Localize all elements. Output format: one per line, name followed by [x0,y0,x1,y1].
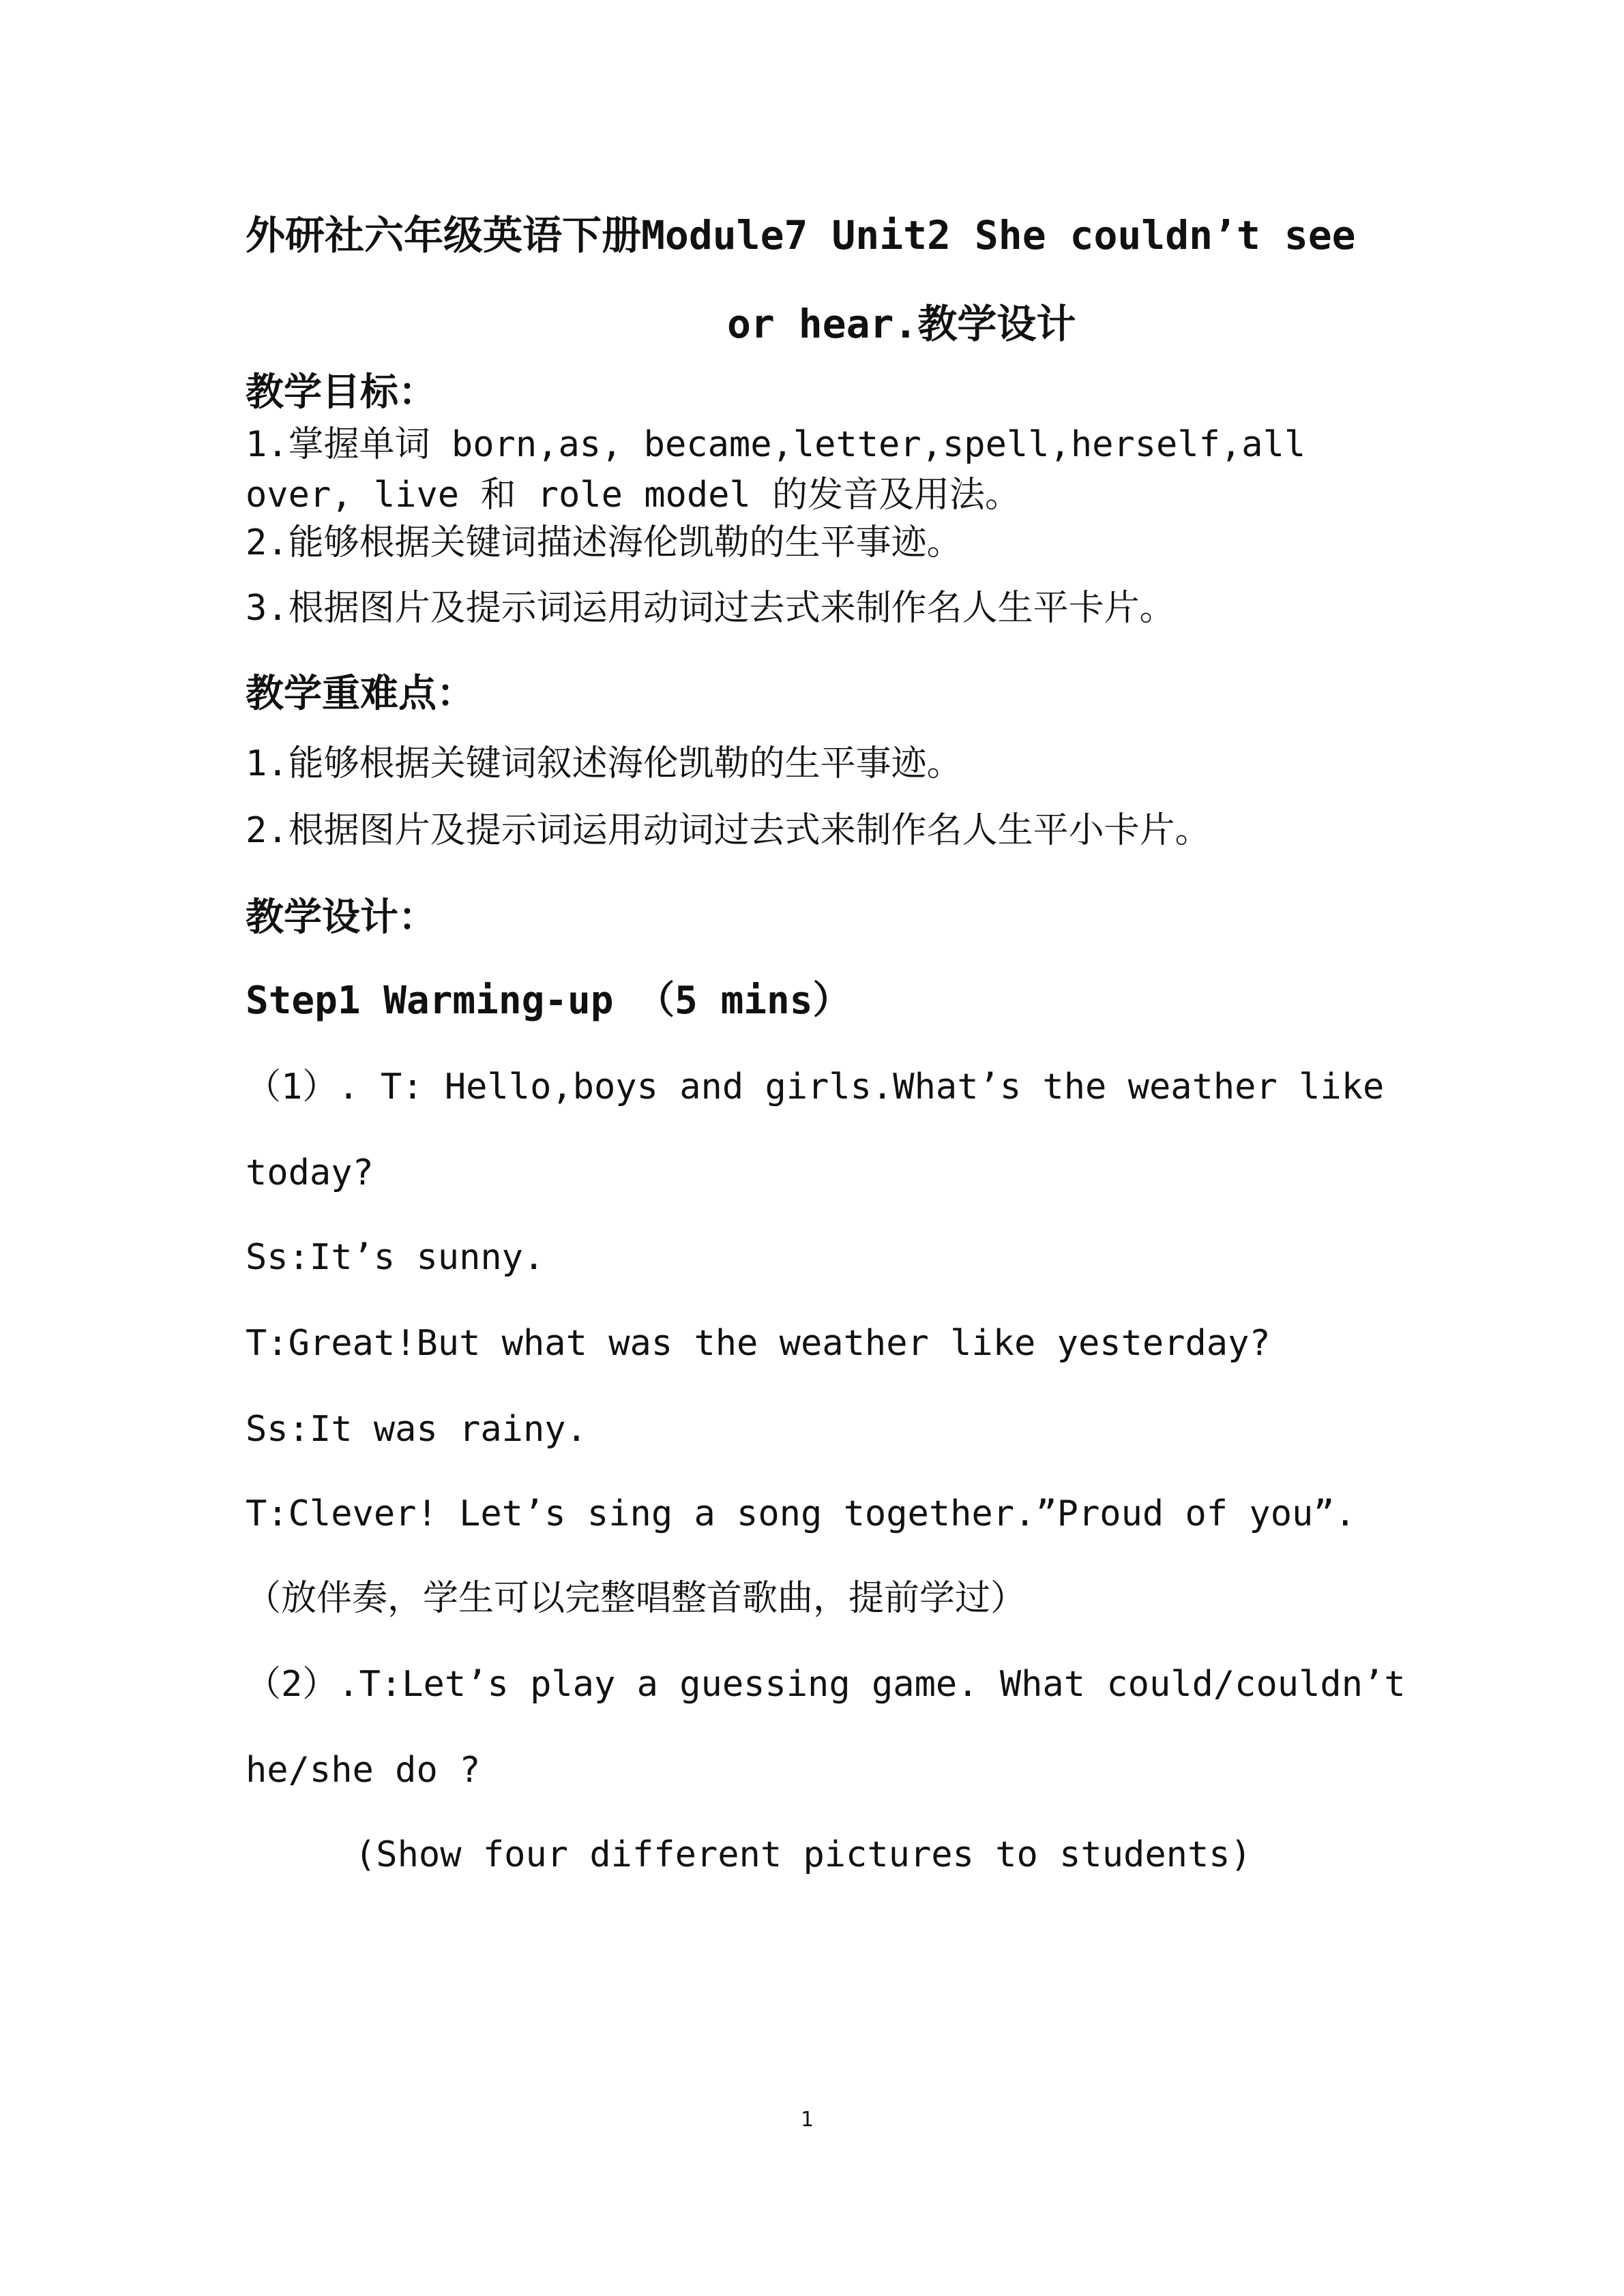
dialogue-line-9: he/she do ? [246,1750,481,1791]
dialogue-line-6: T:Clever! Let’s sing a song together.”Proud of you”. [246,1493,1356,1534]
dialogue-line-2: today? [246,1152,374,1193]
dialogue-line-1: （1）. T: Hello,boys and girls.What’s the weather like [246,1067,1385,1107]
page-number: 1 [801,2108,814,2132]
dialogue-line-7: （放伴奏，学生可以完整唱整首歌曲，提前学过） [246,1578,1027,1619]
objective-1-line-1: 1.掌握单词 born,as, became,letter,spell,herself,all [246,424,1306,465]
focus-heading: 教学重难点： [246,672,475,716]
dialogue-line-4: T:Great!But what was the weather like yesterday? [246,1323,1271,1364]
design-heading: 教学设计： [246,895,437,940]
objective-3: 3.根据图片及提示词运用动词过去式来制作名人生平卡片。 [246,588,1175,629]
focus-1: 1.能够根据关键词叙述海伦凯勒的生平事迹。 [246,743,962,784]
focus-2: 2.根据图片及提示词运用动词过去式来制作名人生平小卡片。 [246,810,1211,851]
objectives-heading: 教学目标： [246,370,437,415]
dialogue-line-3: Ss:It’s sunny. [246,1237,545,1278]
objective-1-line-2: over, live 和 role model 的发音及用法。 [246,475,1021,516]
dialogue-line-10: (Show four different pictures to students) [355,1834,1252,1875]
document-title-line-2: or hear.教学设计 [727,301,1076,347]
dialogue-line-5: Ss:It was rainy. [246,1409,587,1450]
document-title-line-1: 外研社六年级英语下册Module7 Unit2 She couldn’t see [246,212,1356,258]
dialogue-line-8: （2）.T:Let’s play a guessing game. What could/couldn’t [246,1664,1406,1705]
objective-2: 2.能够根据关键词描述海伦凯勒的生平事迹。 [246,522,962,563]
step1-heading: Step1 Warming-up （5 mins） [246,979,851,1023]
